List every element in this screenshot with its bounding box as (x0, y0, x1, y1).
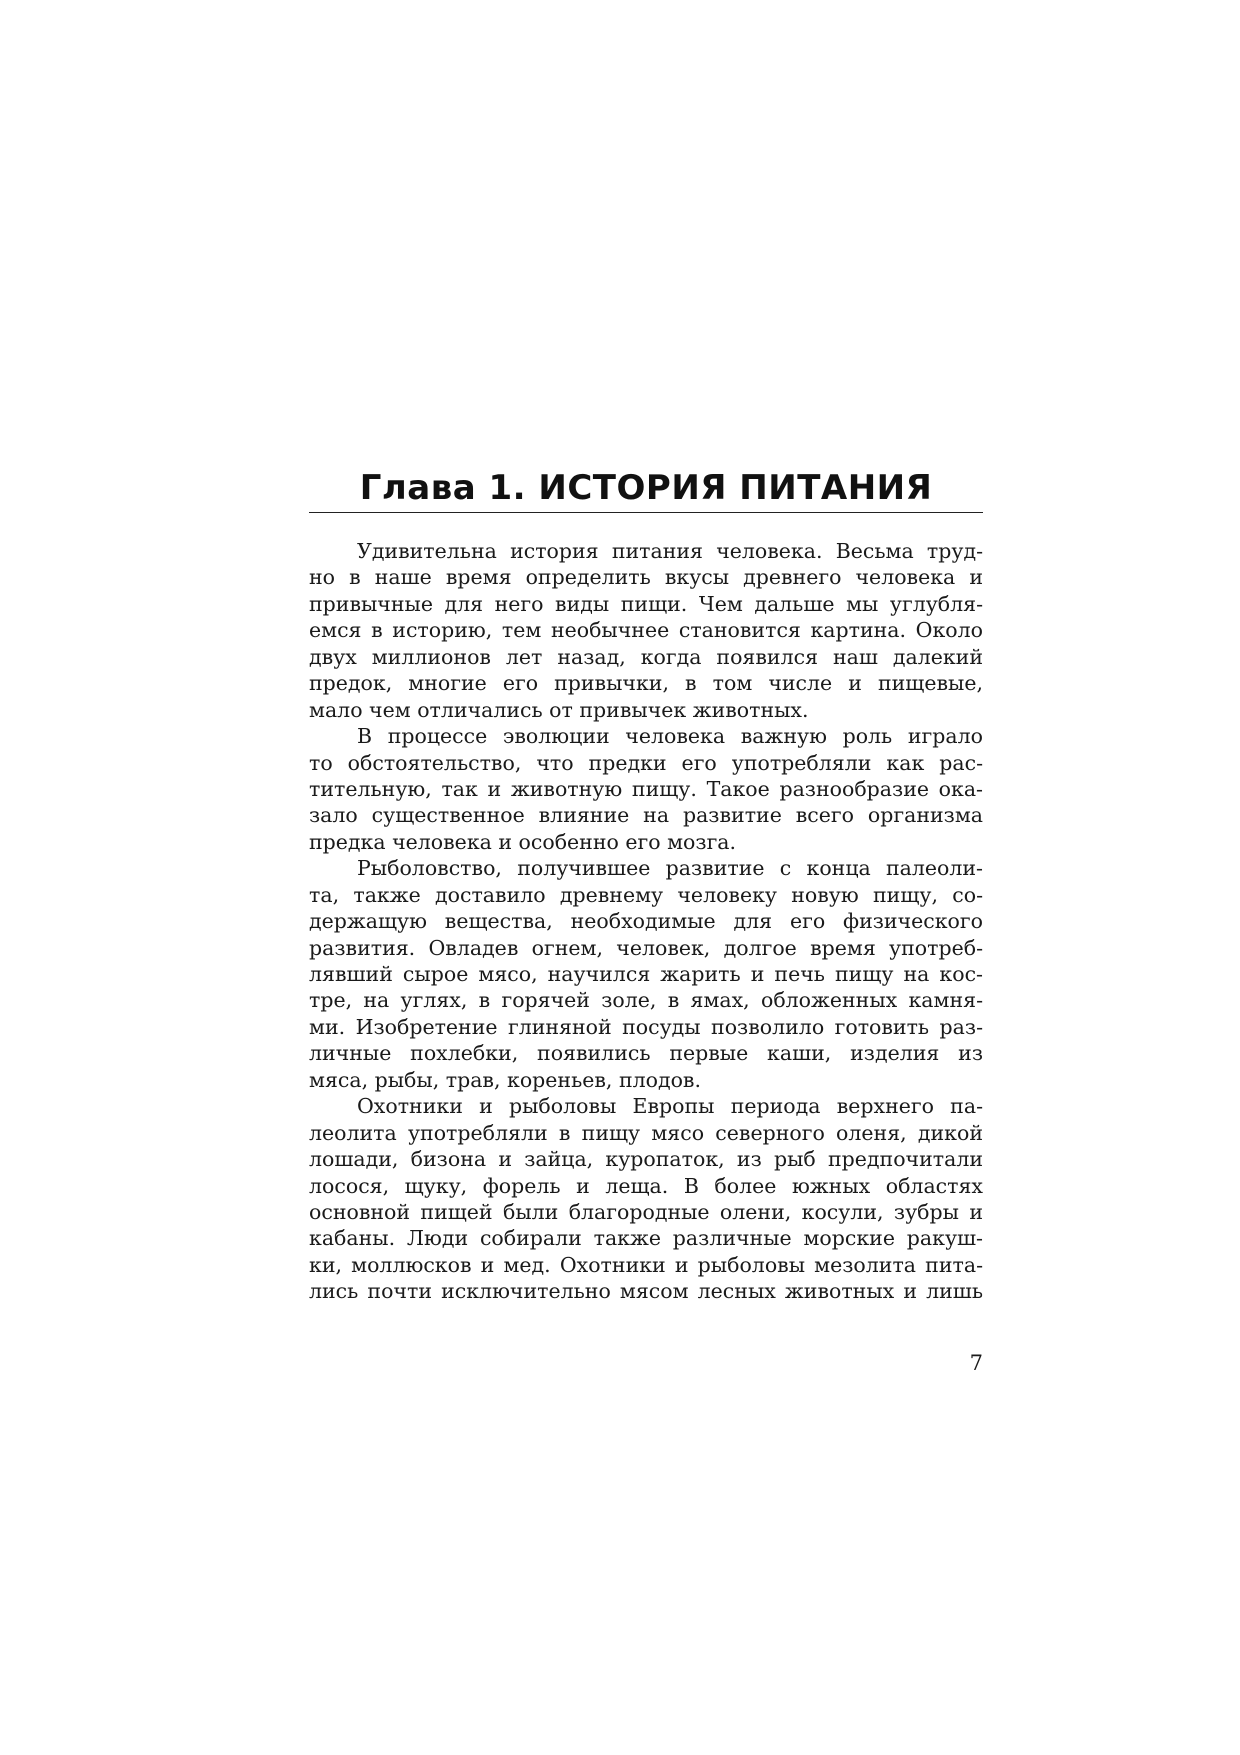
text-line: лись почти исключительно мясом лесных животных и лишь (309, 1279, 983, 1304)
paragraph-1 (309, 538, 983, 723)
paragraph-2 (309, 723, 983, 855)
text-line: личные похлебки, появились первые каши, изделия из (309, 1041, 983, 1066)
page-number: 7 (969, 1351, 983, 1375)
text-line: тительную, так и животную пищу. Такое разнообразие ока- (309, 776, 983, 801)
text-line: предок, многие его привычки, в том числе и пищевые, (309, 671, 983, 696)
text-line: привычные для него виды пищи. Чем дальше мы углубля- (309, 591, 983, 616)
text-line: двух миллионов лет назад, когда появился наш далекий (309, 644, 983, 669)
body-text (309, 538, 983, 1305)
paragraph-3 (309, 855, 983, 1093)
heading-underline (309, 512, 983, 513)
text-line: В процессе эволюции человека важную роль играло (357, 724, 983, 749)
text-line: основной пищей были благородные олени, косули, зубры и (309, 1199, 983, 1224)
text-line: кабаны. Люди собирали также различные морские ракуш- (309, 1226, 983, 1251)
text-line: то обстоятельство, что предки его употребляли как рас- (309, 750, 983, 775)
text-line: та, также доставило древнему человеку новую пищу, со- (309, 882, 983, 907)
paragraph-4 (309, 1093, 983, 1305)
text-line: леолита употребляли в пищу мясо северного оленя, дикой (309, 1120, 983, 1145)
text-line: зало существенное влияние на развитие всего организма (309, 803, 983, 828)
text-line: ки, моллюсков и мед. Охотники и рыболовы мезолита пита- (309, 1252, 983, 1277)
text-line: тре, на углях, в горячей золе, в ямах, обложенных камня- (309, 988, 983, 1013)
text-line: развития. Овладев огнем, человек, долгое время употреб- (309, 935, 983, 960)
text-line: лошади, бизона и зайца, куропаток, из рыб предпочитали (309, 1147, 983, 1172)
text-line: мало чем отличались от привычек животных. (309, 697, 809, 722)
text-line: держащую вещества, необходимые для его физического (309, 909, 983, 934)
text-line: мяса, рыбы, трав, кореньев, плодов. (309, 1067, 701, 1092)
text-line: но в наше время определить вкусы древнего человека и (309, 565, 983, 590)
text-line: емся в историю, тем необычнее становится картина. Около (309, 618, 983, 643)
text-line: лявший сырое мясо, научился жарить и печь пищу на кос- (309, 962, 983, 986)
text-line: Удивительна история питания человека. Весьма труд- (357, 539, 983, 563)
text-line: Рыболовство, получившее развитие с конца палеоли- (357, 856, 983, 881)
text-line: Охотники и рыболовы Европы периода верхнего па- (357, 1094, 983, 1119)
text-line: лосося, щуку, форель и леща. В более южных областях (309, 1173, 983, 1198)
text-line: предка человека и особенно его мозга. (309, 829, 737, 854)
chapter-title: Глава 1. ИСТОРИЯ ПИТАНИЯ (359, 468, 933, 508)
text-line: ми. Изобретение глиняной посуды позволило готовить раз- (309, 1014, 983, 1039)
